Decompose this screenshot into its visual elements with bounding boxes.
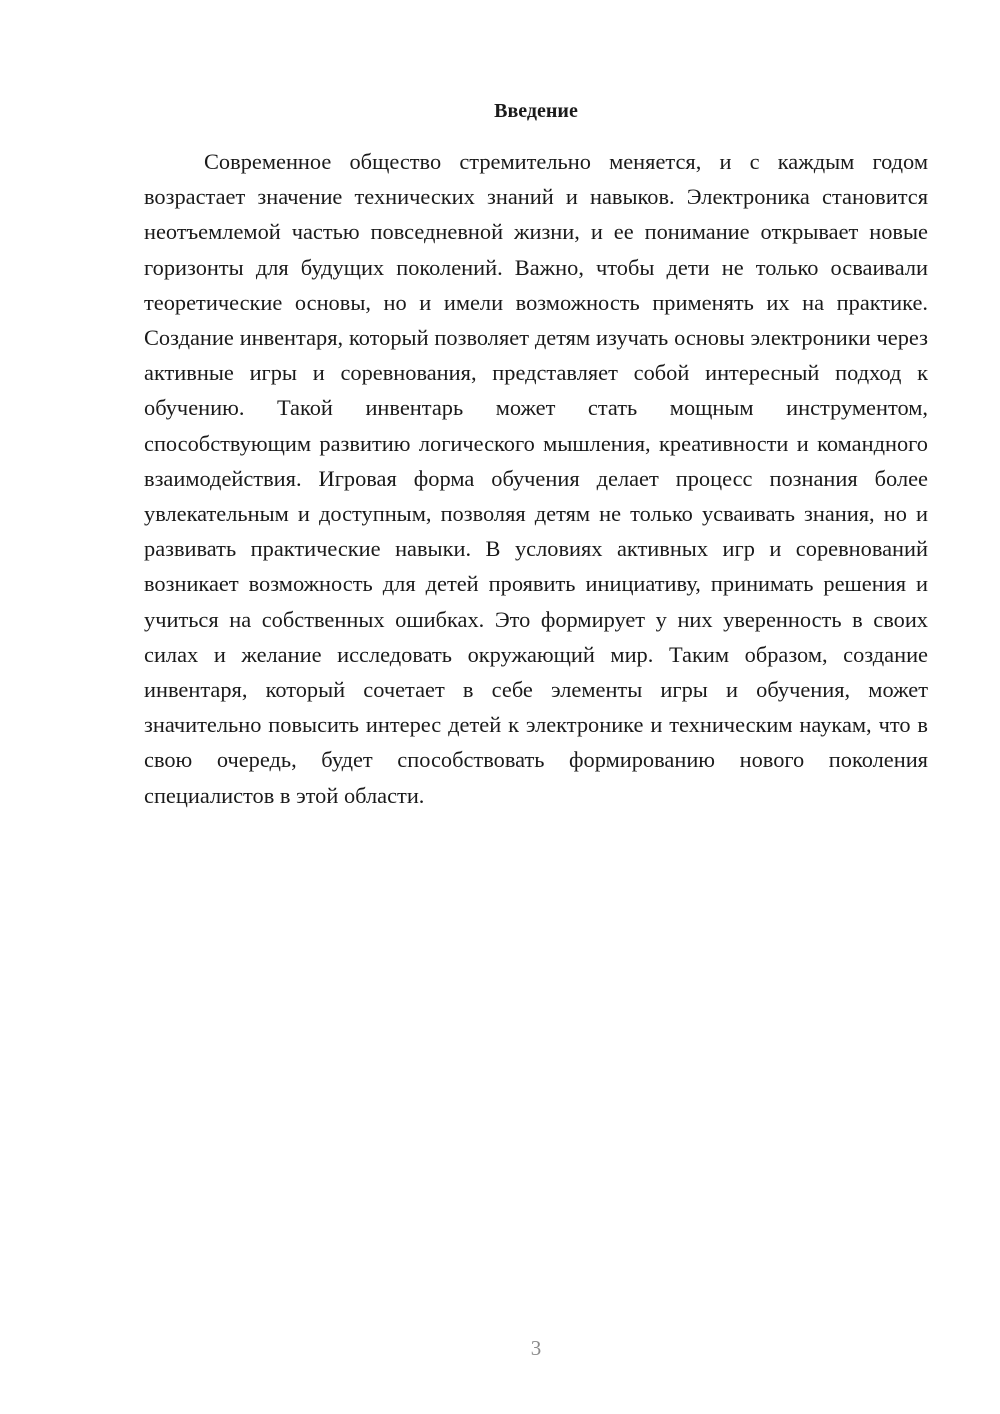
page-number: 3 <box>530 1336 542 1360</box>
body-paragraph: Современное общество стремительно меняется, и с каждым годом возрастает значение технических знаний и навыков. Электроника становится неотъемлемой частью повседневной жизни, и ее понимание открывает новые горизонты для будущих поколений. Важно, чтобы дети не только осваивали теоретические основы, но и имели возможность применять их на практике. Создание инвентаря, который позволяет детям изучать основы электроники через активные игры и соревнования, представляет собой интересный подход к обучению. Такой инвентарь может стать мощным инструментом, способствующим развитию логического мышления, креативности и командного взаимодействия. Игровая форма обучения делает процесс познания более увлекательным и доступным, позволяя детям не только усваивать знания, но и развивать практические навыки. В условиях активных игр и соревнований возникает возможность для детей проявить инициативу, принимать решения и учиться на собственных ошибках. Это формирует у них уверенность в своих силах и желание исследовать окружающий мир. Таким образом, создание инвентаря, который сочетает в себе элементы игры и обучения, может значительно повысить интерес детей к электронике и техническим наукам, что в свою очередь, будет способствовать формированию нового поколения специалистов в этой области. <box>144 149 928 808</box>
section-title: Введение <box>494 100 578 122</box>
